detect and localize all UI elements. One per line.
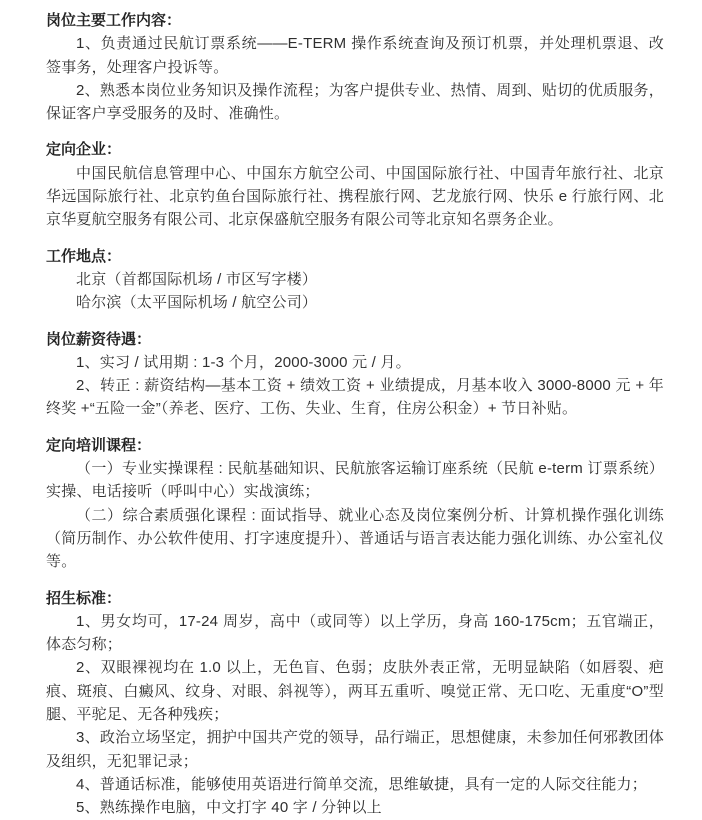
paragraph: 2、转正 : 薪资结构—基本工资 + 绩效工资 + 业绩提成，月基本收入 3000-8000 元 + 年终奖 +“五险一金”（养老、医疗、工伤、失业、生育，住房公积金）+ 节日补贴。: [46, 377, 664, 418]
paragraph: 1、男女均可，17-24 周岁，高中（或同等）以上学历，身高 160-175cm；五官端正，体态匀称；: [46, 612, 664, 654]
section-work-location: [46, 245, 664, 315]
section-salary: [46, 328, 664, 421]
paragraph: 4、普通话标准，能够使用英语进行简单交流，思维敏捷，具有一定的人际交往能力；: [76, 775, 647, 793]
paragraph: （一）专业实操课程 : 民航基础知识、民航旅客运输订座系统（民航 e-term 订票系统）实操、电话接听（呼叫中心）实战演练；: [46, 460, 664, 501]
section-heading: 定向企业：: [46, 141, 122, 159]
section-heading: 招生标准：: [46, 589, 122, 607]
paragraph: 1、负责通过民航订票系统——E-TERM 操作系统查询及预订机票，并处理机票退、改签事务，处理客户投诉等。: [46, 35, 664, 76]
paragraph: 5、熟练操作电脑，中文打字 40 字 / 分钟以上: [76, 799, 382, 817]
section-heading: 岗位主要工作内容：: [46, 12, 182, 29]
paragraph: 中国民航信息管理中心、中国东方航空公司、中国国际旅行社、中国青年旅行社、北京华远国际旅行社、北京钓鱼台国际旅行社、携程旅行网、艺龙旅行网、快乐 e 行旅行网、北京华夏航空服务有限公司、北京保盛航空服务有限公司等北京知名票务企业。: [46, 164, 664, 229]
paragraph: （二）综合素质强化课程 : 面试指导、就业心态及岗位案例分析、计算机操作强化训练（简历制作、办公软件使用、打字速度提升）、普通话与语言表达能力强化训练、办公室礼仪等。: [46, 506, 664, 571]
section-admission-criteria: [46, 587, 664, 820]
section-job-duties: [46, 9, 664, 125]
section-target-companies: [46, 138, 664, 231]
paragraph: 北京（首都国际机场 / 市区写字楼）: [76, 270, 318, 288]
paragraph: 3、政治立场坚定，拥护中国共产党的领导，品行端正，思想健康，未参加任何邪教团体及组织，无犯罪记录；: [46, 729, 664, 770]
paragraph: 2、熟悉本岗位业务知识及操作流程；为客户提供专业、热情、周到、贴切的优质服务，保证客户享受服务的及时、准确性。: [46, 81, 664, 123]
paragraph: 1、实习 / 试用期 : 1-3 个月，2000-3000 元 / 月。: [76, 353, 411, 371]
paragraph: 2、双眼裸视均在 1.0 以上，无色盲、色弱；皮肤外表正常，无明显缺陷（如唇裂、疤痕、斑痕、白癜风、纹身、对眼、斜视等），两耳五重听、嗅觉正常、无口吃、无重度“O”型腿、平驼足、无各种残疾；: [46, 659, 664, 724]
paragraph: 哈尔滨（太平国际机场 / 航空公司）: [76, 294, 318, 312]
section-heading: 岗位薪资待遇：: [46, 330, 152, 348]
section-heading: 定向培训课程：: [46, 436, 152, 454]
section-training-courses: [46, 434, 664, 574]
section-heading: 工作地点：: [46, 247, 122, 265]
